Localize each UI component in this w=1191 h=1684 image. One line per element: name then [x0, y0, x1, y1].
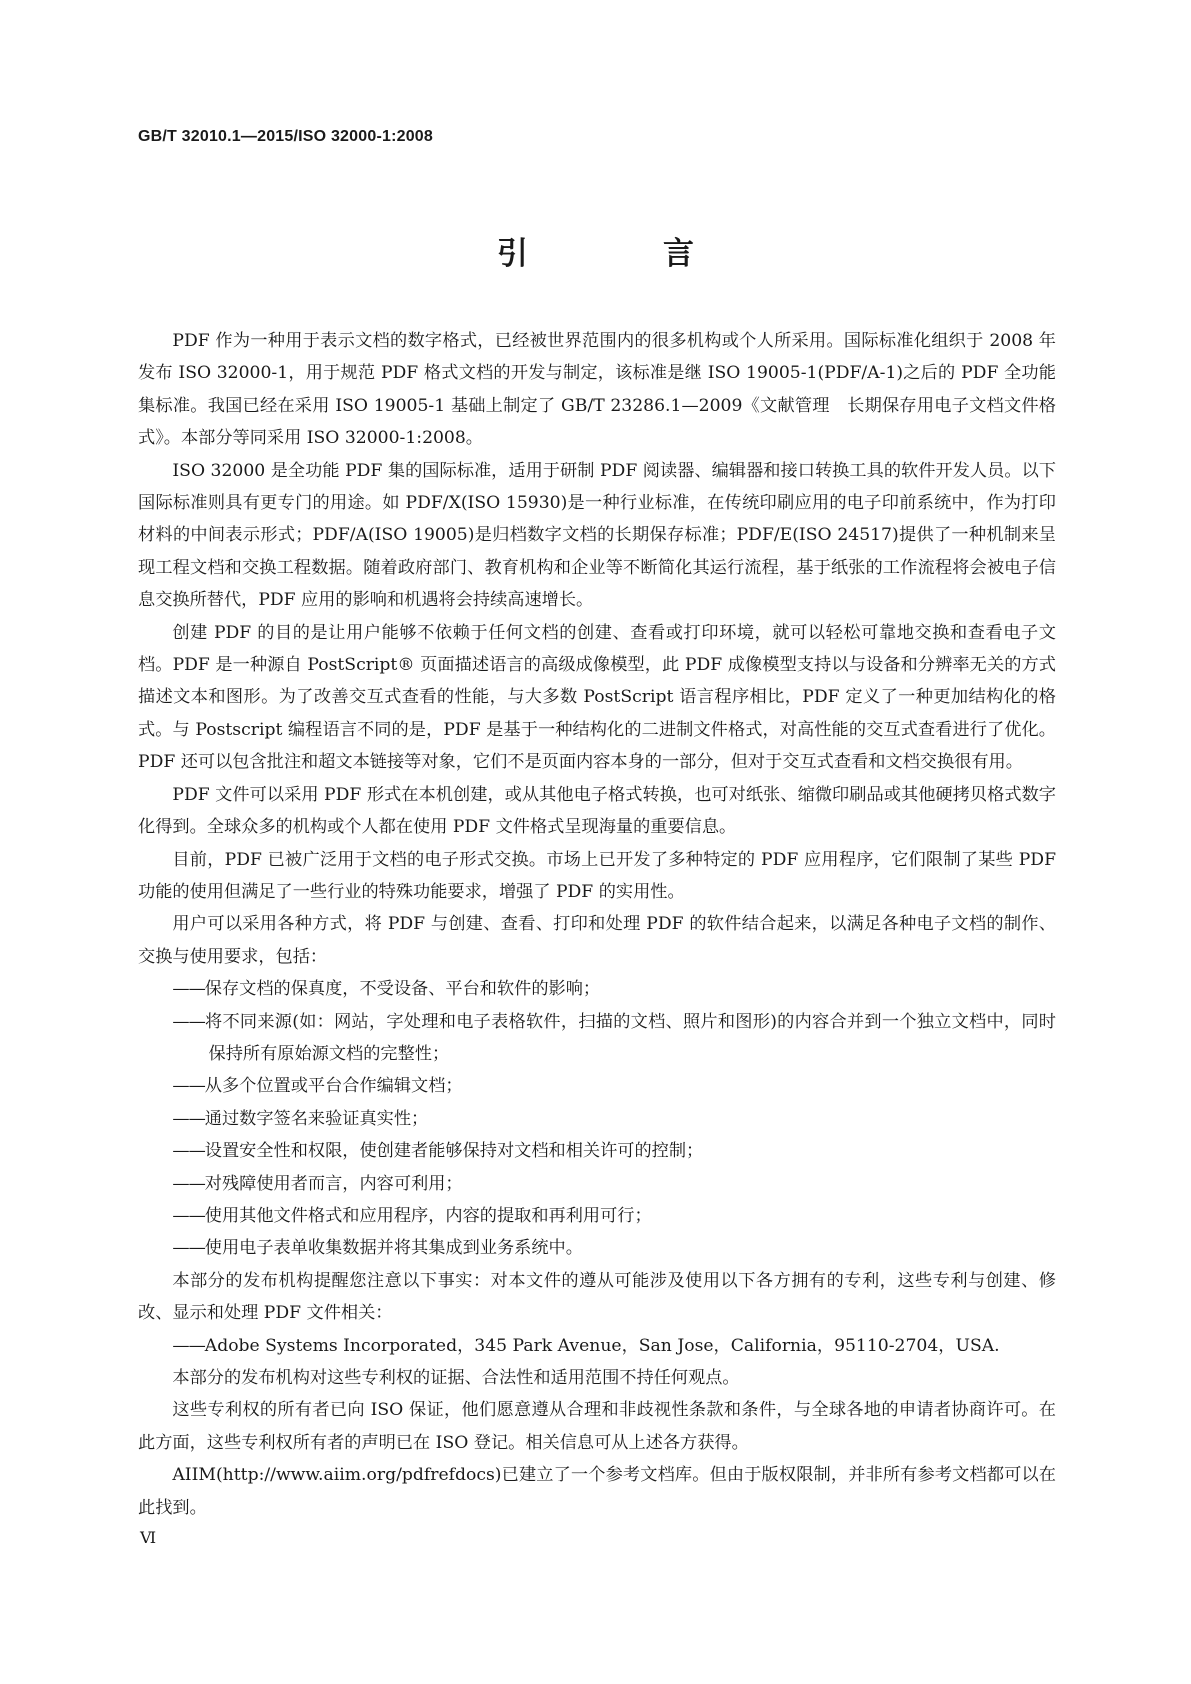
list-item — [138, 1103, 1056, 1135]
list-dash: —— — [172, 1141, 205, 1162]
paragraph: 用户可以采用各种方式，将 PDF 与创建、查看、打印和处理 PDF 的软件结合起来，以满足各种电子文档的制作、交换与使用要求，包括： — [138, 914, 1056, 967]
patent-holder-text: Adobe Systems Incorporated，345 Park Avenue，San Jose，California，95110-2704，USA. — [204, 1335, 1000, 1356]
page-number: Ⅵ — [140, 1528, 157, 1547]
list-item-text: 通过数字签名来验证真实性； — [204, 1108, 429, 1129]
list-dash: —— — [172, 979, 205, 1000]
list-dash: —— — [172, 1205, 205, 1226]
body-text — [138, 325, 1056, 1524]
list-item-text: 将不同来源(如：网站，字处理和电子表格软件，扫描的文档、照片和图形)的内容合并到一个独立文档中，同时保持所有原始源文档的完整性； — [204, 1011, 1056, 1064]
list-dash: —— — [172, 1011, 205, 1032]
list-dash: —— — [172, 1335, 205, 1356]
list-dash: —— — [172, 1173, 205, 1194]
paragraph: ISO 32000 是全功能 PDF 集的国际标准，适用于研制 PDF 阅读器、编辑器和接口转换工具的软件开发人员。以下国际标准则具有更专门的用途。如 PDF/X(ISO 15930)是一种行业标准，在传统印刷应用的电子印前系统中，作为打印材料的中间表示形式；PDF/A(ISO 19005)是归档数字文档的长期保存标准；PDF/E(ISO 24517)提供了一种机制来呈现工程文档和交换工程数据。随着政府部门、教育机构和企业等不断简化其运行流程，基于纸张的工作流程将会被电子信息交换所替代，PDF 应用的影响和机遇将会持续高速增长。 — [138, 460, 1056, 611]
paragraph: 创建 PDF 的目的是让用户能够不依赖于任何文档的创建、查看或打印环境，就可以轻松可靠地交换和查看电子文档。PDF 是一种源自 PostScript® 页面描述语言的高级成像模型，此 PDF 成像模型支持以与设备和分辨率无关的方式描述文本和图形。为了改善交互式查看的性能，与大多数 PostScript 语言程序相比，PDF 定义了一种更加结构化的格式。与 Postscript 编程语言不同的是，PDF 是基于一种结构化的二进制文件格式，对高性能的交互式查看进行了优化。PDF 还可以包含批注和超文本链接等对象，它们不是页面内容本身的一部分，但对于交互式查看和文档交换很有用。 — [138, 622, 1056, 773]
paragraph: 本部分的发布机构对这些专利权的证据、合法性和适用范围不持任何观点。 — [172, 1368, 740, 1388]
list-dash: —— — [172, 1108, 205, 1129]
list-dash: —— — [172, 1076, 205, 1097]
section-title: 引 言 — [497, 236, 746, 272]
list-item-text: 保存文档的保真度，不受设备、平台和软件的影响； — [204, 979, 601, 1000]
list-item-text: 设置安全性和权限，使创建者能够保持对文档和相关许可的控制； — [204, 1141, 704, 1162]
list-item — [138, 1200, 1056, 1232]
list-item-text: 使用其他文件格式和应用程序，内容的提取和再利用可行； — [204, 1205, 652, 1226]
list-item — [138, 1168, 1056, 1200]
list-dash: —— — [172, 1238, 205, 1259]
patent-notice: 本部分的发布机构提醒您注意以下事实：对本文件的遵从可能涉及使用以下各方拥有的专利，这些专利与创建、修改、显示和处理 PDF 文件相关： — [138, 1270, 1056, 1324]
paragraph: PDF 文件可以采用 PDF 形式在本机创建，或从其他电子格式转换，也可对纸张、缩微印刷品或其他硬拷贝格式数字化得到。全球众多的机构或个人都在使用 PDF 文件格式呈现海量的重要信息。 — [138, 784, 1056, 838]
list-item — [138, 1135, 1056, 1167]
paragraph: 这些专利权的所有者已向 ISO 保证，他们愿意遵从合理和非歧视性条款和条件，与全球各地的申请者协商许可。在此方面，这些专利权所有者的声明已在 ISO 登记。相关信息可从上述各方获得。 — [138, 1400, 1056, 1453]
list-item — [138, 973, 1056, 1005]
list-item — [138, 1232, 1056, 1264]
paragraph: 目前，PDF 已被广泛用于文档的电子形式交换。市场上已开发了多种特定的 PDF 应用程序，它们限制了某些 PDF 功能的使用但满足了一些行业的特殊功能要求，增强了 PDF 的实用性。 — [138, 849, 1056, 902]
patent-holder — [138, 1330, 1056, 1362]
list-item-text: 对残障使用者而言，内容可利用； — [204, 1173, 463, 1194]
list-item-text: 使用电子表单收集数据并将其集成到业务系统中。 — [204, 1238, 583, 1259]
paragraph: PDF 作为一种用于表示文档的数字格式，已经被世界范围内的很多机构或个人所采用。国际标准化组织于 2008 年发布 ISO 32000-1，用于规范 PDF 格式文档的开发与制定，该标准是继 ISO 19005-1(PDF/A-1)之后的 PDF 全功能集标准。我国已经在采用 ISO 19005-1 基础上制定了 GB/T 23286.1—2009《文献管理 长期保存用电子文档文件格式》。本部分等同采用 ISO 32000-1:2008。 — [138, 331, 1056, 449]
standard-number-header: GB/T 32010.1—2015/ISO 32000-1:2008 — [138, 128, 433, 145]
list-item — [138, 1070, 1056, 1102]
paragraph: AIIM(http://www.aiim.org/pdfrefdocs)已建立了一个参考文档库。但由于版权限制，并非所有参考文档都可以在此找到。 — [138, 1465, 1056, 1518]
list-item — [138, 1006, 1056, 1071]
list-item-text: 从多个位置或平台合作编辑文档； — [204, 1076, 463, 1097]
